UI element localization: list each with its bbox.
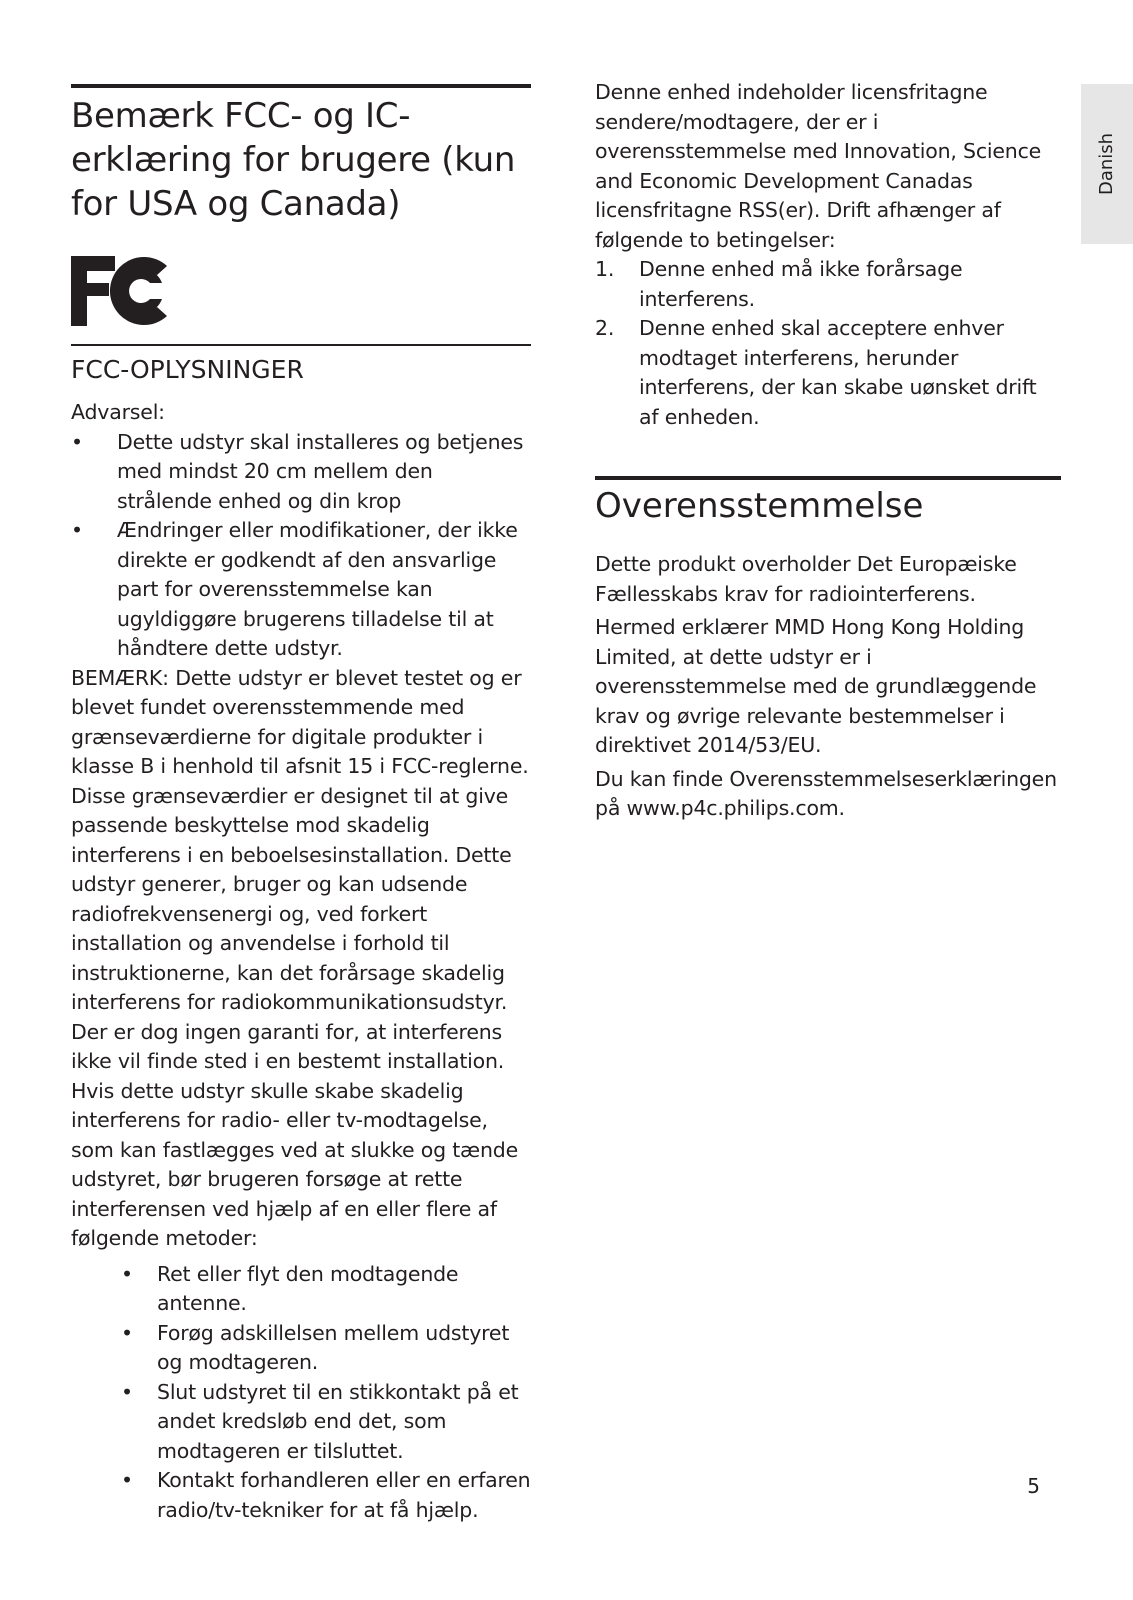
note-paragraph	[71, 664, 531, 1254]
bullet-marker: •	[121, 1379, 133, 1404]
list-item	[71, 1260, 531, 1319]
list-item-text: Forøg adskillelsen mellem udstyret og modtageren.	[157, 1320, 510, 1374]
list-item-text: Denne enhed skal acceptere enhver modtaget interferens, herunder interferens, der kan skabe uønsket drift af enheden.	[639, 316, 1037, 429]
conformity-title: Overensstemmelse	[595, 486, 924, 526]
number-marker: 1.	[595, 257, 615, 281]
left-column	[71, 84, 531, 1525]
section-rule	[71, 344, 531, 346]
right-column	[595, 78, 1061, 824]
warning-list	[71, 428, 531, 664]
title-rule	[71, 84, 531, 88]
page-title: Bemærk FCC- og IC-erklæring for brugere (kun for USA og Canada)	[71, 96, 516, 224]
list-item	[71, 516, 531, 664]
language-label: Danish	[1096, 132, 1117, 196]
warning-label: Advarsel:	[71, 400, 165, 424]
conformity-paragraph: Du kan finde Overensstemmelseserklæringen på www.p4c.philips.com.	[595, 766, 1057, 820]
list-item	[71, 1466, 531, 1525]
list-item	[71, 1378, 531, 1467]
list-item-text: Dette udstyr skal installeres og betjenes med mindst 20 cm mellem den strålende enhed og din krop	[117, 429, 524, 513]
intro-paragraph: Denne enhed indeholder licensfritagne sendere/modtagere, der er i overensstemmelse med Innovation, Science and Economic Development Canadas licensfritagne RSS(er). Drift afhænger af følgende to betingelser:	[595, 80, 1042, 252]
fcc-logo-icon	[71, 256, 175, 326]
bullet-marker: •	[71, 429, 83, 454]
list-item	[71, 428, 531, 517]
bullet-marker: •	[121, 1261, 133, 1286]
bullet-marker: •	[121, 1468, 133, 1492]
list-item-text: Ret eller flyt den modtagende antenne.	[157, 1261, 459, 1315]
list-item-text: Kontakt forhandleren eller en erfaren radio/tv-tekniker for at få hjælp.	[157, 1468, 531, 1522]
conformity-paragraph: Hermed erklærer MMD Hong Kong Holding Limited, at dette udstyr er i overensstemmelse med de grundlæggende krav og øvrige relevante bestemmelser i direktivet 2014/53/EU.	[595, 615, 1037, 757]
fcc-section-heading: FCC-OPLYSNINGER	[71, 355, 304, 384]
page-number: 5	[1027, 1474, 1040, 1498]
list-item-text: Slut udstyret til en stikkontakt på et andet kredsløb end det, som modtageren er tilsluttet.	[157, 1379, 519, 1463]
note-label: BEMÆRK	[71, 665, 163, 690]
list-item-text: Denne enhed må ikke forårsage interferens.	[639, 257, 963, 311]
language-tab	[1081, 84, 1133, 244]
list-item	[595, 255, 1061, 314]
conformity-paragraph: Dette produkt overholder Det Europæiske Fællesskabs krav for radiointerferens.	[595, 552, 1017, 606]
conformity-rule	[595, 476, 1061, 480]
bullet-marker: •	[121, 1320, 133, 1345]
conditions-list	[595, 255, 1061, 432]
note-text: : Dette udstyr er blevet testet og er blevet fundet overensstemmende med grænseværdierne for digitale produkter i klasse B i henhold til afsnit 15 i FCC-reglerne. Disse grænseværdier er designet til at give passende beskyttelse mod skadelig interferens i en beboelsesinstallation. Dette udstyr generer, bruger og kan udsende radiofrekvensenergi og, ved forkert installation og anvendelse i forhold til instruktionerne, kan det forårsage skadelig interferens for radiokommunikationsudstyr. Der er dog ingen garanti for, at interferens ikke vil finde sted i en bestemt installation. Hvis dette udstyr skulle skabe skadelig interferens for radio- eller tv-modtagelse, som kan fastlægges ved at slukke og tænde udstyret, bør brugeren forsøge at rette interferensen ved hjælp af en eller flere af følgende metoder:	[71, 665, 529, 1250]
list-item	[71, 1319, 531, 1378]
list-item	[595, 314, 1061, 432]
list-item-text: Ændringer eller modifikationer, der ikke direkte er godkendt af den ansvarlige part for overensstemmelse kan ugyldiggøre brugerens tilladelse til at håndtere dette udstyr.	[117, 518, 518, 660]
methods-list	[71, 1260, 531, 1526]
bullet-marker: •	[71, 518, 83, 542]
number-marker: 2.	[595, 316, 615, 340]
